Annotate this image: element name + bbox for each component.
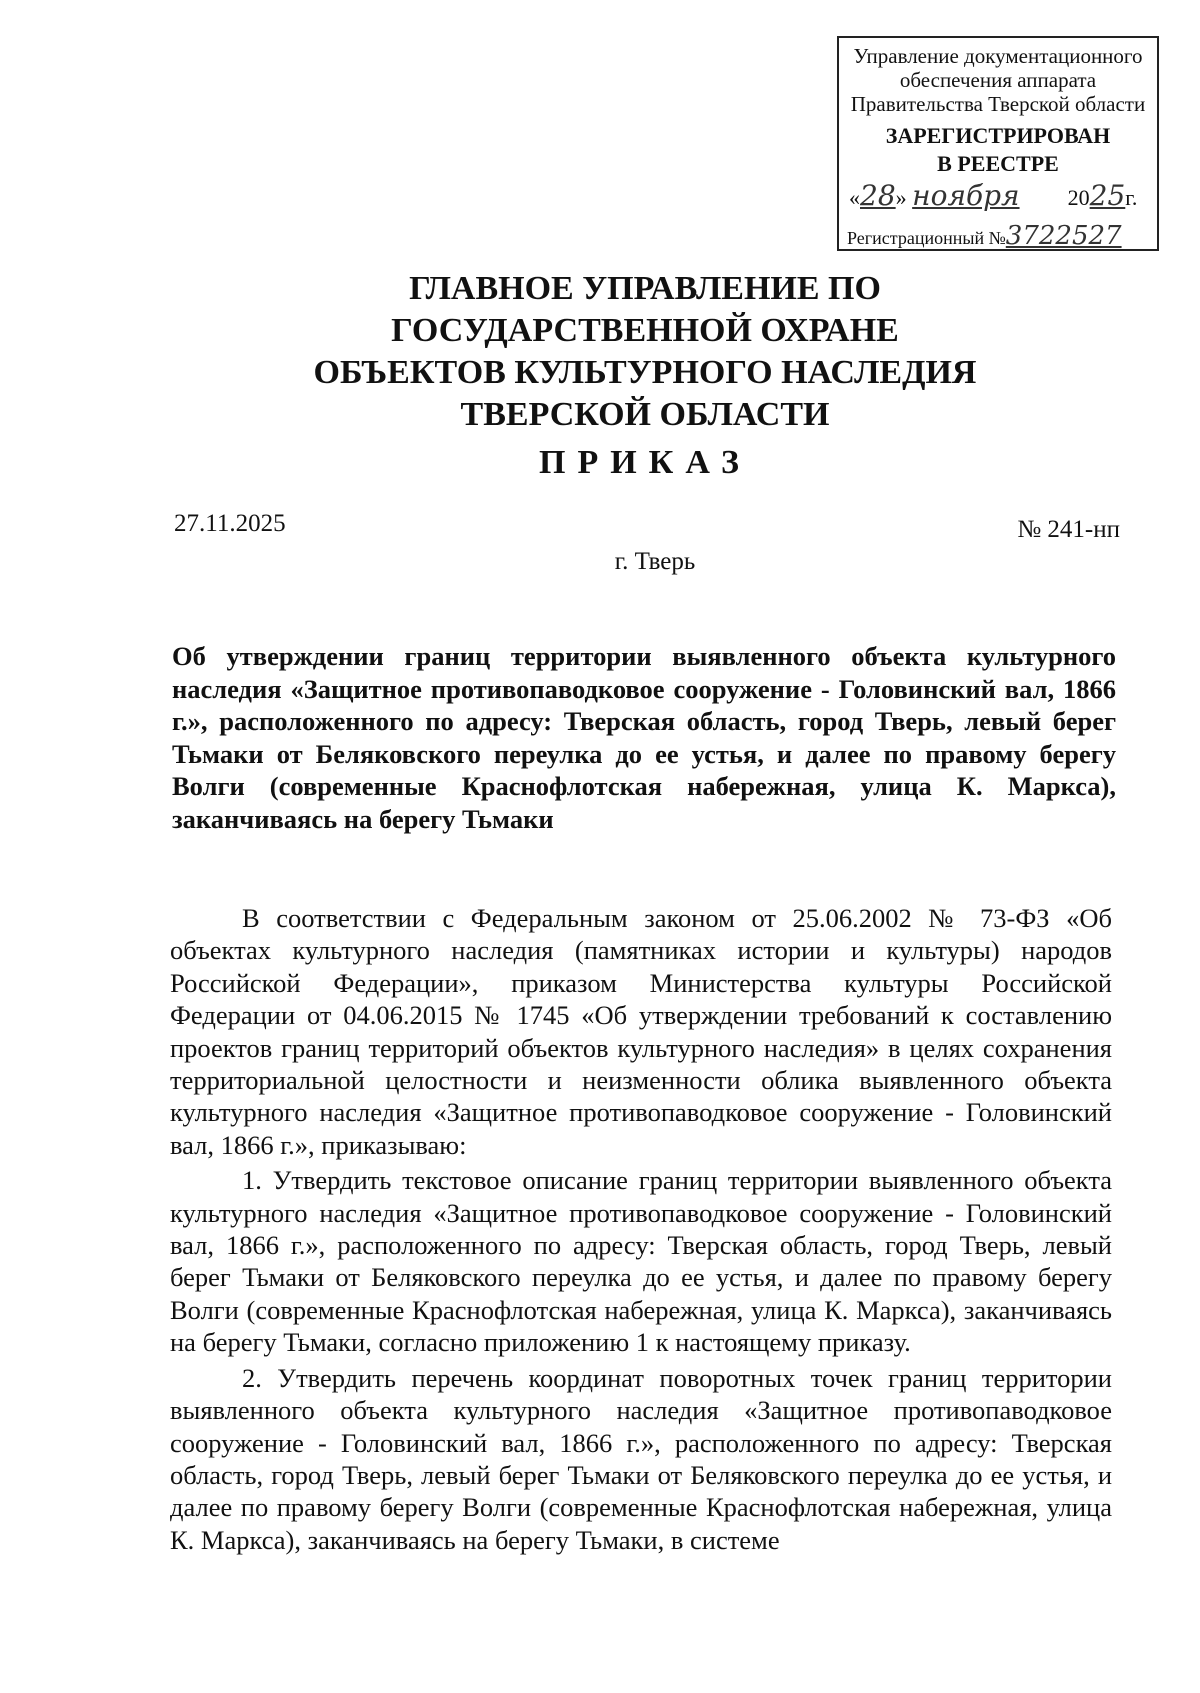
stamp-date-day: 28 bbox=[860, 179, 896, 212]
body-item-1: 1. Утвердить текстовое описание границ территории выявленного объекта культурного наследия «Защитное противопаводковое сооружение - Головинский вал, 1866 г.», расположенного по адресу: Тверская область, город Тверь, левый берег Тьмаки от Беляковского переулка до ее устья, и далее по правому берегу Волги (современные Краснофлотская набережная, улица К. Маркса), заканчиваясь на берегу Тьмаки, согласно приложению 1 к настоящему приказу. bbox=[170, 1165, 1112, 1358]
org-line: ТВЕРСКОЙ ОБЛАСТИ bbox=[460, 396, 830, 433]
document-type: ПРИКАЗ bbox=[539, 444, 751, 481]
stamp-date-open: « bbox=[849, 185, 860, 210]
stamp-reg-number-label: Регистрационный № bbox=[847, 228, 1006, 248]
document-subject: Об утверждении границ территории выявленного объекта культурного наследия «Защитное противопаводковое сооружение - Головинский вал, 1866 г.», расположенного по адресу: Тверская область, город Тверь, левый берег Тьмаки от Беляковского переулка до ее устья, и далее по правому берегу Волги (современные Краснофлотская набережная, улица К. Маркса), заканчиваясь на берегу Тьмаки bbox=[172, 641, 1116, 834]
stamp-reg-number-value: 3722527 bbox=[1005, 221, 1122, 251]
document-body bbox=[170, 902, 1112, 1556]
stamp-date bbox=[849, 179, 1149, 220]
org-line: ГЛАВНОЕ УПРАВЛЕНИЕ ПО bbox=[409, 270, 881, 307]
stamp-date-year-suffix: г. bbox=[1125, 185, 1138, 210]
org-line: ОБЪЕКТОВ КУЛЬТУРНОГО НАСЛЕДИЯ bbox=[313, 354, 977, 391]
stamp-registered-line: В РЕЕСТРЕ bbox=[937, 151, 1059, 176]
stamp-dept-line: Управление документационного bbox=[853, 44, 1143, 68]
stamp-department bbox=[839, 44, 1157, 116]
org-line: ГОСУДАРСТВЕННОЙ ОХРАНЕ bbox=[391, 312, 899, 349]
stamp-date-year-prefix: 20 bbox=[1067, 185, 1090, 210]
document-date: 27.11.2025 bbox=[174, 510, 286, 537]
organization-title bbox=[0, 268, 1200, 436]
document-city: г. Тверь bbox=[614, 548, 696, 575]
document-number: № 241-нп bbox=[1017, 516, 1120, 543]
body-preamble: В соответствии с Федеральным законом от 25.06.2002 № 73-ФЗ «Об объектах культурного наследия (памятниках истории и культуры) народов Российской Федерации», приказом Министерства культуры Российской Федерации от 04.06.2015 № 1745 «Об утверждении требований к составлению проектов границ территорий объектов культурного наследия» в целях сохранения территориальной целостности и неизменности облика выявленного объекта культурного наследия «Защитное противопаводковое сооружение - Головинский вал, 1866 г.», приказываю: bbox=[170, 903, 1112, 1160]
registration-stamp bbox=[837, 36, 1159, 251]
stamp-dept-line: Правительства Тверской области bbox=[850, 92, 1146, 116]
stamp-date-mid: » bbox=[895, 185, 907, 210]
stamp-dept-line: обеспечения аппарата bbox=[899, 68, 1097, 92]
stamp-registered-line: ЗАРЕГИСТРИРОВАН bbox=[885, 123, 1111, 148]
stamp-registered bbox=[839, 122, 1157, 178]
body-item-2: 2. Утвердить перечень координат поворотных точек границ территории выявленного объекта культурного наследия «Защитное противопаводковое сооружение - Головинский вал, 1866 г.», расположенного по адресу: Тверская область, город Тверь, левый берег Тьмаки от Беляковского переулка до ее устья, и далее по правому берегу Волги (современные Краснофлотская набережная, улица К. Маркса), заканчиваясь на берегу Тьмаки, в системе bbox=[170, 1362, 1112, 1555]
stamp-date-month: ноября bbox=[912, 179, 1020, 212]
stamp-date-year: 25 bbox=[1089, 179, 1126, 212]
stamp-reg-number bbox=[847, 221, 1157, 252]
